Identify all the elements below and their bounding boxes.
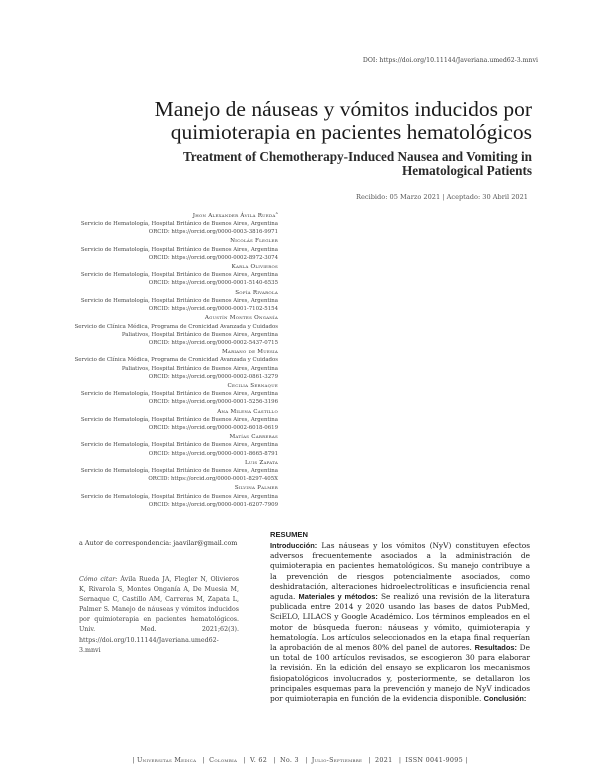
author-name: Mariano de Muesia [221,349,278,356]
author-affiliation: Servicio de Clínica Médica, Programa de Cronicidad Avanzada y Cuidados [74,323,278,330]
author-footnote-mark: a [275,210,278,215]
author-orcid[interactable]: ORCID: https://orcid.org/0000-0002-5437-0715 [148,339,278,346]
author-name: Jhon Alexander Ávila Rueda$^a$ [192,210,278,219]
footer-year: 2021 [375,756,393,764]
author-name: Agustín Montes Onganía [204,315,278,322]
author-orcid[interactable]: ORCID: https://orcid.org/0000-0002-6018-0619 [148,424,278,431]
received-accepted-dates: Recibido: 05 Marzo 2021 | Aceptado: 30 Abril 2021 [356,193,528,201]
author-affiliation: Servicio de Hematología, Hospital Británico de Buenos Aires, Argentina [80,391,278,398]
footer-journal: Universitas Medica [137,756,197,764]
footer-volume: V. 62 [249,756,268,764]
doi-link[interactable]: DOI: https://doi.org/10.11144/Javeriana.umed62-3.mnvi [362,57,538,64]
corresponding-author: a Autor de correspondencia: jaavilar@gmail.com [79,539,238,547]
footer-period: Julio-Septiembre [311,756,363,764]
intro-label: Introducción: [270,541,318,550]
author-affiliation: Paliativos, Hospital Británico de Buenos Aires, Argentina [121,365,278,372]
author-entry [60,348,278,381]
author-orcid[interactable]: ORCID: https://orcid.org/0000-0001-5140-6535 [148,280,278,287]
author-orcid[interactable]: ORCID: https://orcid.org/0000-0002-0861-3279 [148,373,278,380]
author-affiliation: Servicio de Hematología, Hospital Británico de Buenos Aires, Argentina [80,467,278,474]
author-name: Nicolás Flegler [230,238,278,245]
author-name: Silvina Palmer [234,485,278,492]
author-affiliation: Servicio de Hematología, Hospital Británico de Buenos Aires, Argentina [80,493,278,500]
footer-number: No. 3 [279,756,299,764]
author-list [60,209,278,510]
article-title-spanish: Manejo de náuseas y vómitos inducidos por quimioterapia en pacientes hematológicos [154,97,532,144]
author-affiliation: Servicio de Hematología, Hospital Británico de Buenos Aires, Argentina [80,416,278,423]
author-entry [60,209,278,236]
author-entry [60,382,278,407]
abstract-heading: RESUMEN [270,530,308,539]
author-affiliation: Paliativos, Hospital Británico de Buenos Aires, Argentina [121,331,278,338]
author-affiliation: Servicio de Hematología, Hospital Británico de Buenos Aires, Argentina [80,246,278,253]
author-orcid[interactable]: ORCID: https://orcid.org/0000-0001-6207-7909 [148,501,278,508]
author-entry [60,314,278,347]
results-text: De un total de 100 artículos revisados, se escogieron 30 para elaborar la revisión. En la edición del ensayo se explicaron los mecanismos fisiopatológicos involucrados y, posteriormente, se detallaron los principales esquemas para la prevención y manejo de NyV indicados por quimioterapia en función de la evidencia disponible. [270,643,530,704]
author-entry [60,408,278,433]
author-entry [60,263,278,288]
author-name: Ana Milena Castillo [217,408,278,415]
author-name: Karla Olivieros [231,264,278,271]
citation-label: Cómo citar: [79,576,118,583]
author-orcid[interactable]: ORCID: https://orcid.org/0000-0001-5256-3196 [148,399,278,406]
footer-country: Colombia [209,756,238,764]
author-name: Sofía Rivarola [235,289,278,296]
author-orcid[interactable]: ORCID: https://orcid.org/0000-0003-3816-9971 [148,229,278,236]
methods-text: Se realizó una revisión de la literatura publicada entre 2014 y 2020 usando las bases de datos PubMed, SciELO, LILACS y Google Académico. Los términos empleados en el motor de búsqueda fueron: náuseas y vómito, quimioterapia y hematología. Los artículos seleccionados en la etapa final requerían la aprobación de al menos 80% del panel de autores. [270,592,530,653]
author-orcid[interactable]: ORCID: https://orcid.org/0000-0001-8297-405X [148,476,278,483]
author-name: Matías Carreras [229,434,278,441]
conclusion-label: Conclusión: [483,694,527,704]
author-orcid[interactable]: ORCID: https://orcid.org/0000-0001-8665-8791 [148,450,278,457]
abstract-body [270,541,530,704]
article-title-english: Treatment of Chemotherapy-Induced Nausea and Vomiting in Hematological Patients [182,149,532,178]
author-name: Luis Zapata [244,459,278,466]
author-entry [60,433,278,458]
author-name: Cecilia Sernaque [227,382,278,389]
abstract-section [270,530,530,704]
citation-block [79,575,239,656]
author-orcid[interactable]: ORCID: https://orcid.org/0000-0001-7102-5154 [148,306,278,313]
footer-issn: ISSN 0041-9095 [405,756,463,764]
author-affiliation: Servicio de Hematología, Hospital Británico de Buenos Aires, Argentina [80,221,278,228]
author-affiliation: Servicio de Hematología, Hospital Británico de Buenos Aires, Argentina [80,442,278,449]
author-orcid[interactable]: ORCID: https://orcid.org/0000-0002-8972-3074 [148,254,278,261]
author-entry [60,484,278,509]
author-affiliation: Servicio de Clínica Médica, Programa de Cronicidad Avanzada y Cuidados [74,357,278,364]
page-footer: | Universitas Medica | Colombia | V. 62 | No. 3 | Julio-Septiembre | 2021 | ISSN 0041-9095 | [132,756,468,764]
author-entry [60,459,278,484]
results-label: Resultados: [474,643,517,653]
methods-label: Materiales y métodos: [298,592,378,602]
citation-text: Ávila Rueda JA, Flegler N, Olivieros K, Rivarola S, Montes Onganía A, De Muesia M, Sernaque C, Castillo AM, Carreras M, Zapata L, Palmer S. Manejo de náuseas y vómitos inducidos por quimioterapia en pacientes hematológicos. Univ. Med. 2021;62(3). https://doi.org/10.11144/Javeriana.umed62-3.mnvi [79,576,239,654]
author-affiliation: Servicio de Hematología, Hospital Británico de Buenos Aires, Argentina [80,272,278,279]
author-affiliation: Servicio de Hematología, Hospital Británico de Buenos Aires, Argentina [80,297,278,304]
author-entry [60,289,278,314]
author-entry [60,237,278,262]
intro-text: Las náuseas y los vómitos (NyV) constituyen efectos adversos frecuentemente asociados a la administración de quimioterapia en pacientes hematológicos. Su manejo contribuye a la prevención de riesgos potencialmente asociados, como deshidratación, alteraciones hidroelectrolíticas e insuficiencia renal aguda. [270,541,530,602]
